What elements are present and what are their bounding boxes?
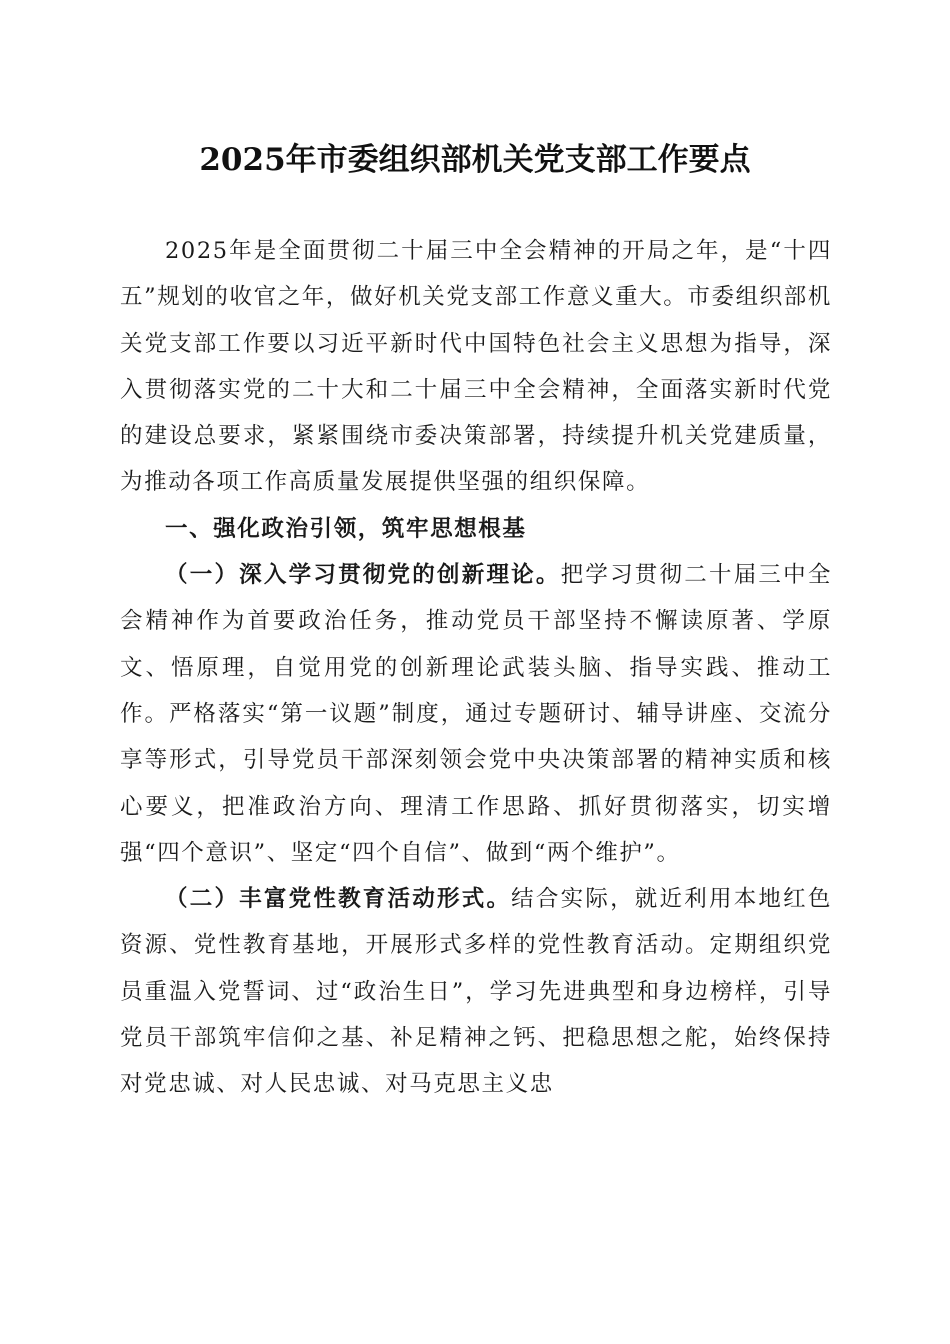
item-1-body: 把学习贯彻二十届三中全会精神作为首要政治任务，推动党员干部坚持不懈读原著、学原文、悟原理，自觉用党的创新理论武装头脑、指导实践、推动工作。严格落实“第一议题”制度，通过专题研讨、辅导讲座、交流分享等形式，引导党员干部深刻领会党中央决策部署的精神实质和核心要义，把准政治方向、理清工作思路、抓好贯彻落实，切实增强“四个意识”、坚定“四个自信”、做到“两个维护”。 [120, 562, 832, 866]
item-2-body: 结合实际，就近利用本地红色资源、党性教育基地，开展形式多样的党性教育活动。定期组织党员重温入党誓词、过“政治生日”，学习先进典型和身边榜样，引导党员干部筑牢信仰之基、补足精神之钙、把稳思想之舵，始终保持对党忠诚、对人民忠诚、对马克思主义忠 [120, 886, 832, 1098]
section-heading: 一、强化政治引领，筑牢思想根基 [165, 515, 527, 542]
item-1-lead: （一）深入学习贯彻党的创新理论。 [165, 562, 561, 589]
item-2-lead: （二）丰富党性教育活动形式。 [165, 886, 512, 913]
intro-paragraph: 2025年是全面贯彻二十届三中全会精神的开局之年，是“十四五”规划的收官之年，做好机关党支部工作意义重大。市委组织部机关党支部工作要以习近平新时代中国特色社会主义思想为指导，深入贯彻落实党的二十大和二十届三中全会精神，全面落实新时代党的建设总要求，紧紧围绕市委决策部署，持续提升机关党建质量，为推动各项工作高质量发展提供坚强的组织保障。 [120, 238, 833, 496]
item-paragraph-2 [120, 876, 832, 1107]
document-title: 2025年市委组织部机关党支部工作要点 [199, 142, 751, 178]
item-paragraph-1 [120, 552, 832, 876]
document-body [120, 228, 832, 1108]
